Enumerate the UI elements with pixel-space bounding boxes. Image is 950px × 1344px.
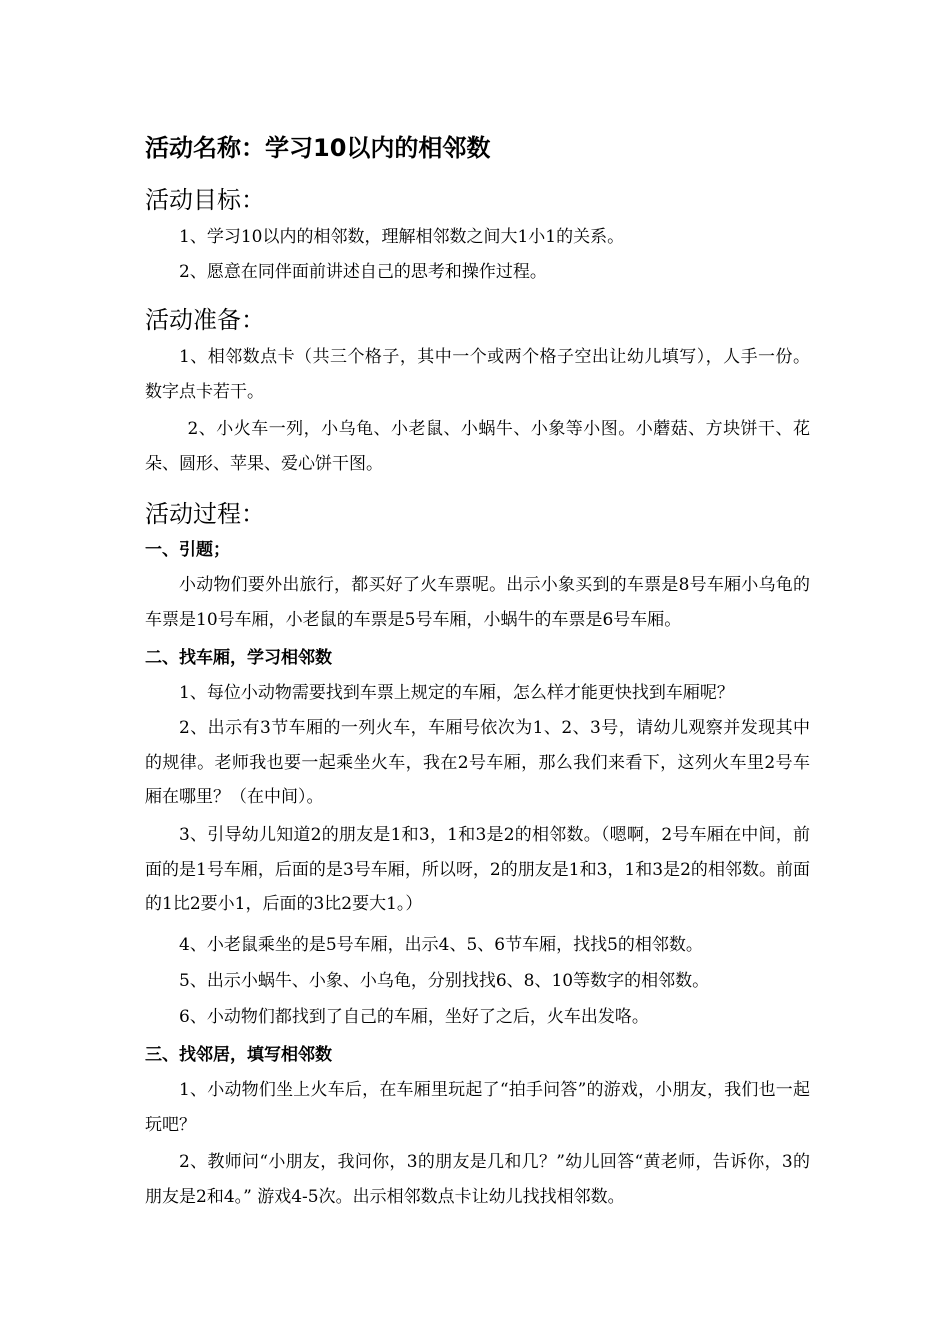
goal-item-1: 1、学习10以内的相邻数，理解相邻数之间大1小1的关系。 [179, 227, 625, 247]
prep-item-1: 1、相邻数点卡（共三个格子，其中一个或两个格子空出让幼儿填写），人手一份。数字点卡若干。 [145, 347, 810, 402]
section-2-item-3: 3、引导幼儿知道2的朋友是1和3，1和3是2的相邻数。（嗯啊，2号车厢在中间，前面的是1号车厢，后面的是3号车厢，所以呀，2的朋友是1和3，1和3是2的相邻数。前面的1比2要小1，后面的3比2要大1。） [145, 825, 810, 914]
goals-heading: 活动目标： [145, 186, 265, 214]
section-2-item-1: 1、每位小动物需要找到车票上规定的车厢，怎么样才能更快找到车厢呢？ [179, 683, 734, 703]
section-3-item-1: 1、小动物们坐上火车后，在车厢里玩起了“拍手问答”的游戏，小朋友，我们也一起玩吧？ [145, 1080, 810, 1135]
section-1-title: 一、引题； [145, 540, 230, 560]
process-heading: 活动过程： [145, 500, 265, 528]
section-2-title: 二、找车厢，学习相邻数 [145, 648, 332, 668]
prep-item-2: 2、小火车一列，小乌龟、小老鼠、小蜗牛、小象等小图。小蘑菇、方块饼干、花朵、圆形、苹果、爱心饼干图。 [145, 419, 810, 474]
goal-item-2: 2、愿意在同伴面前讲述自己的思考和操作过程。 [179, 262, 547, 282]
section-3-item-2: 2、教师问“小朋友，我问你，3的朋友是几和几？”幼儿回答“黄老师，告诉你，3的朋友是2和4。” 游戏4-5次。出示相邻数点卡让幼儿找找相邻数。 [145, 1152, 810, 1207]
section-2-item-2: 2、出示有3节车厢的一列火车，车厢号依次为1、2、3号，请幼儿观察并发现其中的规律。老师我也要一起乘坐火车，我在2号车厢，那么我们来看下，这列火车里2号车厢在哪里？（在中间）。 [145, 718, 810, 807]
section-2-item-6: 6、小动物们都找到了自己的车厢，坐好了之后，火车出发咯。 [179, 1007, 649, 1027]
section-3-title: 三、找邻居，填写相邻数 [145, 1045, 332, 1065]
prep-heading: 活动准备： [145, 306, 265, 334]
section-2-item-4: 4、小老鼠乘坐的是5号车厢，出示4、5、6节车厢，找找5的相邻数。 [179, 935, 703, 955]
section-2-item-5: 5、出示小蜗牛、小象、小乌龟，分别找找6、8、10等数字的相邻数。 [179, 971, 710, 991]
section-1-item-1: 小动物们要外出旅行，都买好了火车票呢。出示小象买到的车票是8号车厢小乌龟的车票是10号车厢，小老鼠的车票是5号车厢，小蜗牛的车票是6号车厢。 [145, 575, 810, 630]
activity-title: 活动名称：学习10以内的相邻数 [145, 134, 491, 162]
